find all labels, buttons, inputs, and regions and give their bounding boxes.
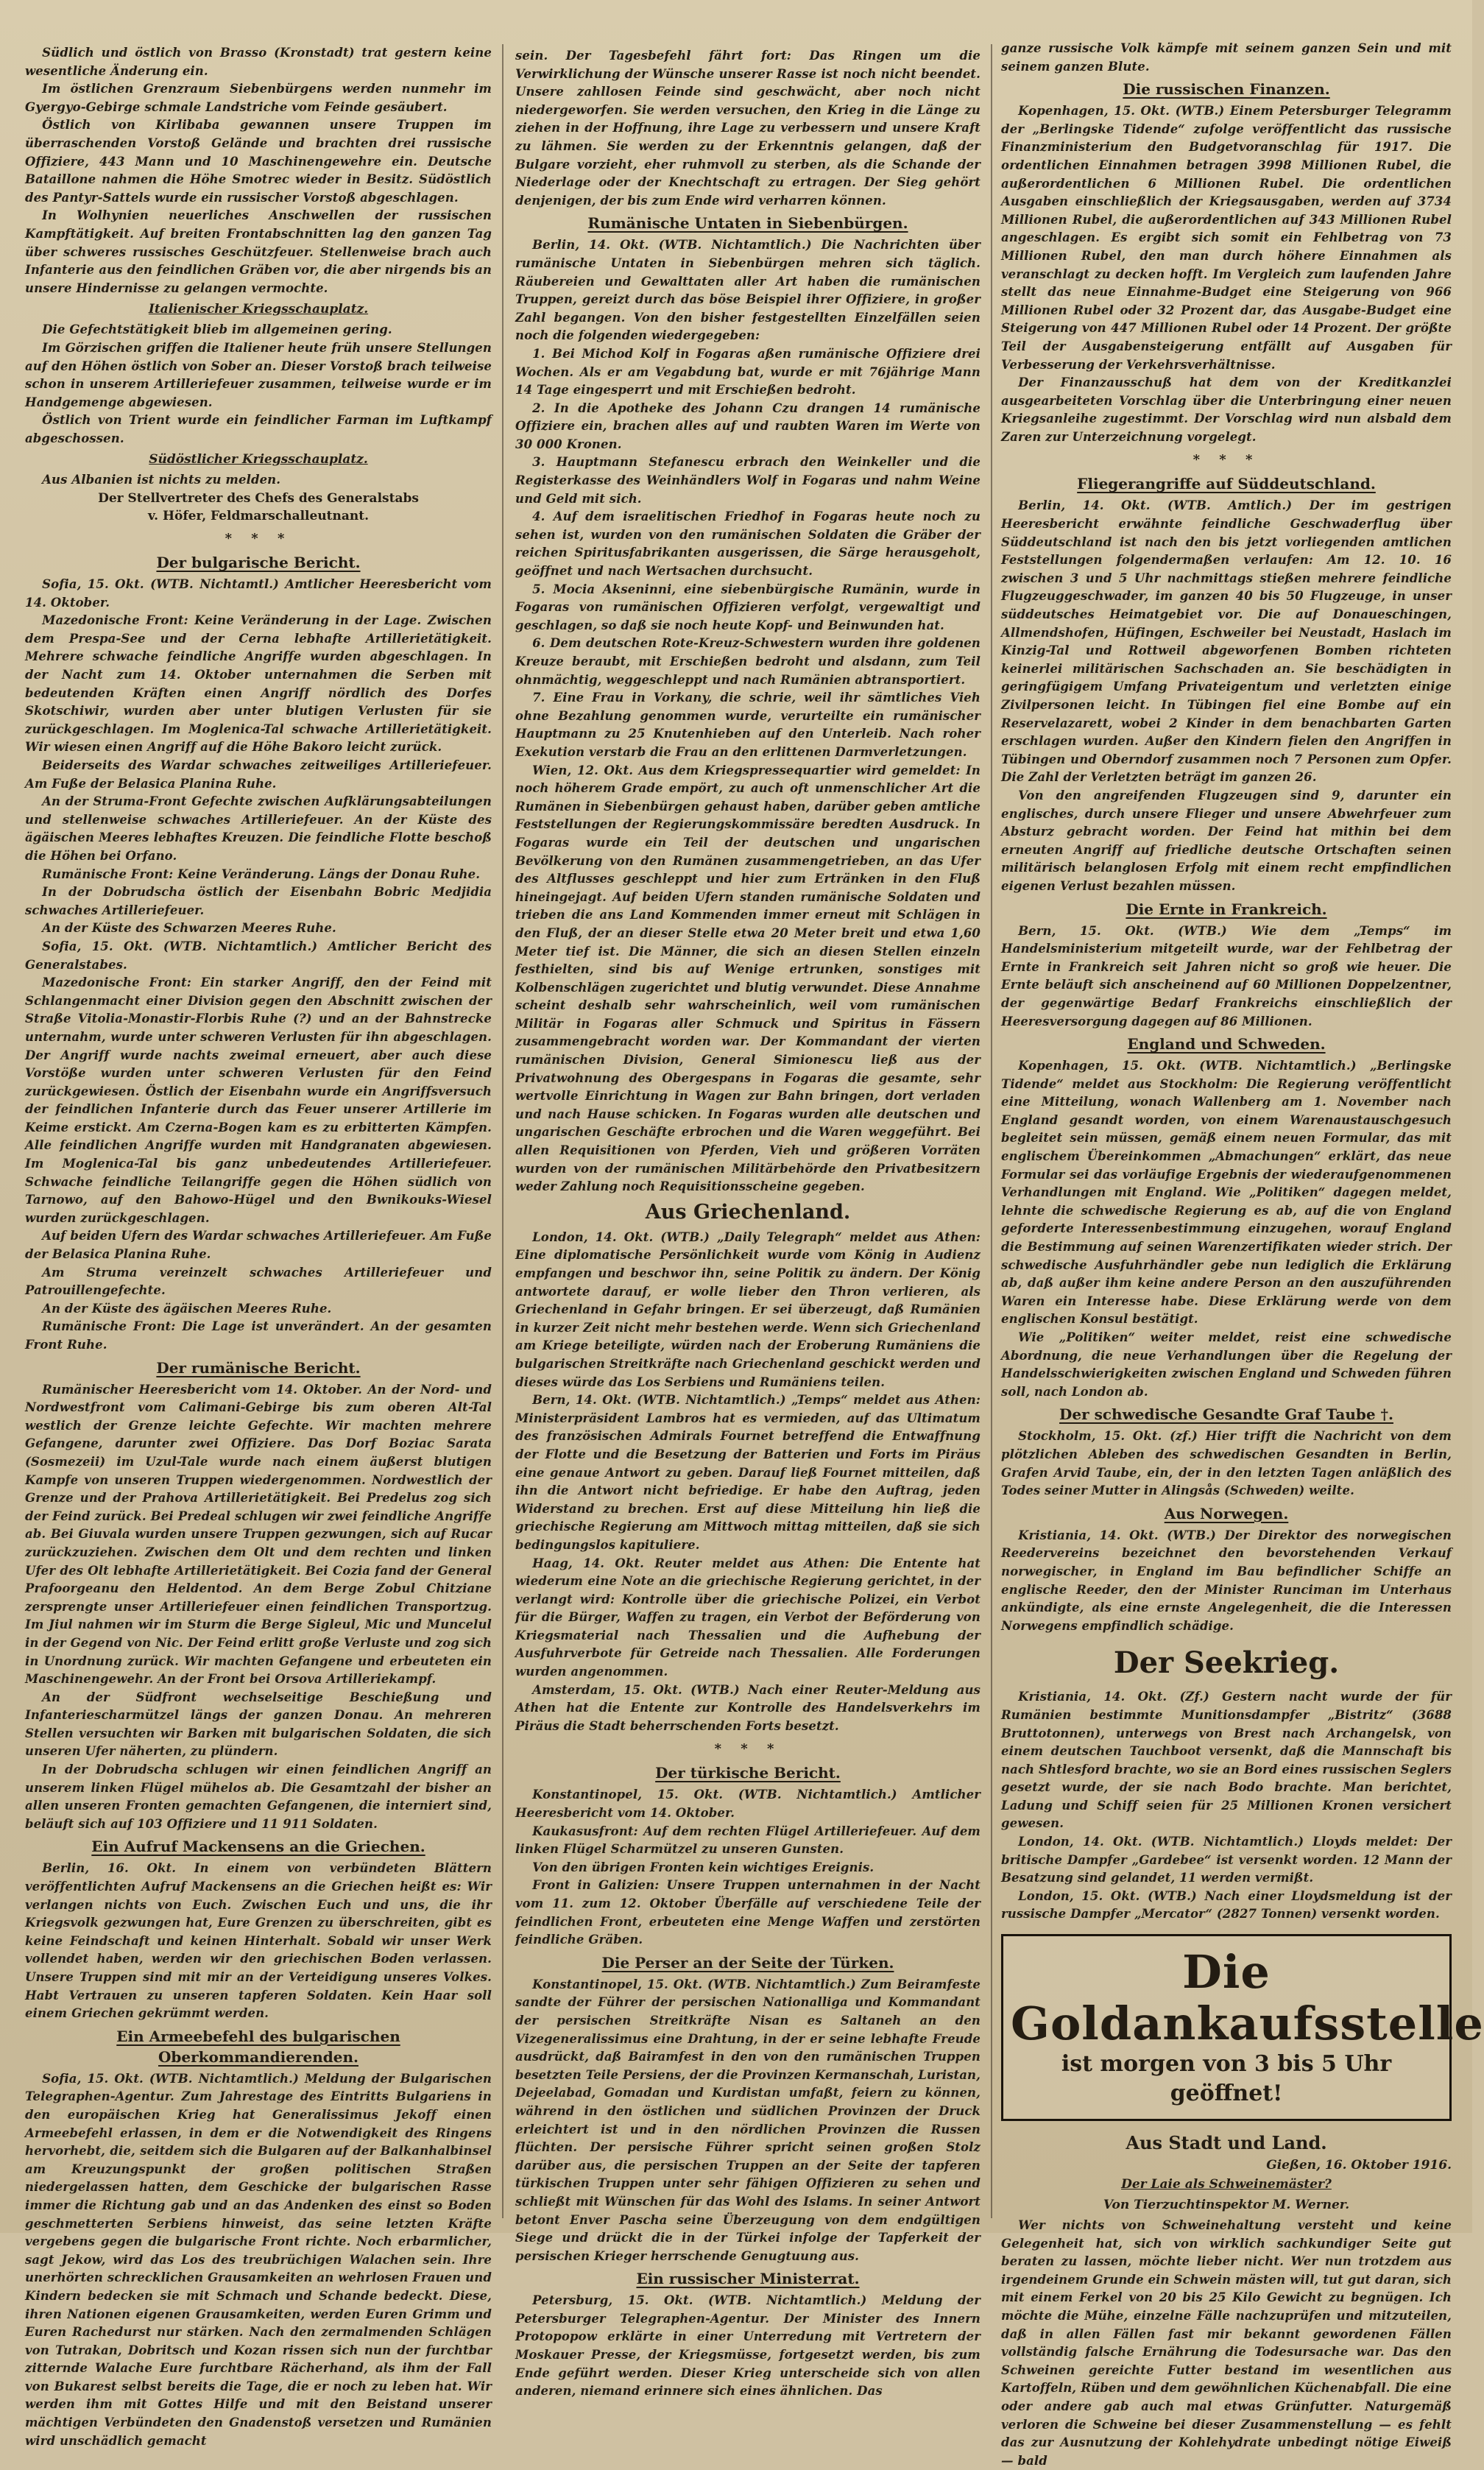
paragraph: 5. Mocia Akseninni, eine siebenbürgische Rumänin, wurde in Fogaras von rumänischen Offizieren verfolgt, vergewaltigt und geschlagen, so daß sie noch heute Kopf- und Beinwunden hat.: [515, 582, 981, 632]
paragraph: sein. Der Tagesbefehl fährt fort: Das Ringen um die Verwirklichung der Wünsche unserer Rasse ist noch nicht beendet. Unsere zahllosen Feinde sind geschwächt, aber noch nicht niedergeworfen. Sie werden versuchen, den Krieg in die Länge zu ziehen in der Hoffnung, ihre Lage zu verbessern und unsere Kraft zu lähmen. Sie werden zu der Erkenntnis gelangen, daß der Bulgare vorzieht, eher ruhmvoll zu sterben, als die Schande der Niederlage oder der Knechtschaft zu ertragen. Der Sieg gehört denjenigen, der bis zum Ende wird verharren können.: [515, 49, 981, 208]
paragraph: Südlich und östlich von Brasso (Kronstadt) trat gestern keine wesentliche Änderung ein.: [25, 46, 492, 78]
advertisement-box: [1001, 1934, 1484, 2121]
paragraph: Östlich von Trient wurde ein feindlicher Farman im Luftkampf abgeschossen.: [25, 413, 492, 445]
paragraph: Konstantinopel, 15. Okt. (WTB. Nichtamtlich.) Amtlicher Heeresbericht vom 14. Oktober.: [515, 1788, 981, 1821]
paragraph: London, 14. Okt. (WTB.) „Daily Telegraph“ meldet aus Athen: Eine diplomatische Persönlichkeit wurde vom König in Audienz empfangen und beschwor ihn, seine Politik zu ändern. Der König antwortete darauf, er wolle lieber den Thron verlieren, als Griechenland in Gefahr bringen. Er sei überzeugt, daß Rumänien in kurzer Zeit nicht mehr bestehen werde. Wenn sich Griechenland am Kriege beteiligte, würden nach der Eroberung Rumäniens die bulgarischen Streitkräfte nach Griechenland geschickt werden und dieses würde das Los Serbiens und Rumäniens teilen.: [515, 1229, 981, 1389]
paragraph: Haag, 14. Okt. Reuter meldet aus Athen: Die Entente hat wiederum eine Note an die griechische Regierung gerichtet, in der verlangt wird: Kontrolle über die griechische Polizei, ein Verbot für die Bürger, Waffen zu tragen, ein Verbot der Beförderung von Kriegsmaterial nach Thessalien und die Aufhebung der Ausfuhrverbote für Getreide nach Thessalien. Alle Forderungen wurden angenommen.: [515, 1556, 981, 1679]
dateline: Gießen, 16. Oktober 1916.: [1266, 2158, 1452, 2173]
column-3: [1001, 40, 1484, 2468]
paragraph: 4. Auf dem israelitischen Friedhof in Fogaras heute noch zu sehen ist, wurden von den rumänischen Soldaten die Gräber der reichen Spiritusfabrikanten ausgerissen, die Särge herausgeholt, geöffnet und nach Wertsachen durchsucht.: [515, 509, 981, 579]
column-2: [515, 47, 981, 2399]
paragraph: Im Görzischen griffen die Italiener heute früh unsere Stellungen auf den Höhen östlich von Sober an. Dieser Vorstoß brach teilweise schon in unserem Artilleriefeuer zusammen, teilweise wurde er im Handgemenge abgewiesen.: [25, 340, 492, 409]
paragraph: Berlin, 16. Okt. In einem von verbündeten Blättern veröffentlichten Aufruf Mackensens an die Griechen heißt es: Wir verlangen nichts von Euch. Zwischen Euch und uns, die ihr Kriegsvolk gezwungen hat, Eure Grenzen zu überschreiten, gibt es keine Feindschaft und keinen Hinterhalt. Sobald wir unser Werk vollendet haben, werden wir den griechischen Boden verlassen. Unsere Truppen sind mit mir an der Verteidigung unseres Volkes. Habt Vertrauen zu unseren tapferen Soldaten. Kein Haar soll einem Griechen gekrümmt werden.: [25, 1861, 492, 2021]
section-separator: * * *: [1192, 452, 1260, 468]
advertisement-subtitle: ist morgen von 3 bis 5 Uhr geöffnet!: [1061, 2051, 1392, 2107]
paragraph: Rumänischer Heeresbericht vom 14. Oktober. An der Nord- und Nordwestfront vom Calimani-Gebirge bis zum oberen Alt-Tal westlich der Grenze leichte Gefechte. Wir machten mehrere Gefangene, darunter zwei Offiziere. Das Dorf Boziac Sarata (Sosmezeii) im Uzul-Tale wurde nach einem äußerst blutigen Kampfe von unseren Truppen wiedergenommen. Nordwestlich der Grenze und der Prahova Artillerietätigkeit. Bei Predelus zog sich der Feind zurück. Bei Predeal schlugen wir zwei feindliche Angriffe ab. Bei Giuvala wurden unsere Truppen gezwungen, sich auf Rucar zurückzuziehen. Zwischen dem Olt und dem rechten und linken Ufer des Olt lebhafte Artillerietätigkeit. Bei Cozia fand der General Prafoorgeanu den Heldentod. An dem Berge Zobul Chitziane zersprengte unser Artilleriefeuer einen feindlichen Transportzug. Im Jiul nahmen wir im Sturm die Berge Sigleul, Mic und Muncelul in der Gegend von Nic. Der Feind erlitt große Verluste und zog sich in Unordnung zurück. Wir machten Gefangene und erbeuteten ein Maschinengewehr. An der Front bei Orsova Artilleriekampf.: [25, 1382, 492, 1687]
paragraph: 2. In die Apotheke des Johann Czu drangen 14 rumänische Offiziere ein, brachen alles auf und raubten Waren im Werte von 30 000 Kronen.: [515, 401, 981, 451]
article-headline: Die russischen Finanzen.: [1123, 80, 1330, 99]
article-headline: Der Seekrieg.: [1113, 1645, 1340, 1681]
article-headline: Ein russischer Ministerrat.: [636, 2270, 860, 2288]
paragraph: Wie „Politiken“ weiter meldet, reist eine schwedische Abordnung, die neue Verhandlungen über die Regelung der Handelsschwierigkeiten zwischen England und Schweden führen soll, nach London ab.: [1001, 1330, 1452, 1399]
paragraph: Kopenhagen, 15. Okt. (WTB. Nichtamtlich.) „Berlingske Tidende“ meldet aus Stockholm: Die Regierung veröffentlicht eine Mitteilung, wonach Wallenberg am 1. November nach England gesandt worden, von einem Warenaustauschgesuch begleitet sein müssen, gemäß einem neuen Formular, das mit englischem Übereinkommen „Abmachungen“ erklärt, das neue Formular sei das vorläufige Ergebnis der wiederaufgenommenen Verhandlungen mit England. Wie „Politiken“ dagegen meldet, lehnte die schwedische Regierung es ab, auf die von England geforderte Interessenbestimmung einzugehen, worauf England die Bestimmung auf seinen Warenzertifikaten wieder strich. Der schwedische Ausfuhrhändler gebe nun lediglich die Erklärung ab, daß außer ihm keine andere Person an den auszuführenden Waren ein Interesse habe. Diese Erklärung werde von dem englischen Konsul bestätigt.: [1001, 1059, 1452, 1327]
article-headline: Der Laie als Schweinemäster?: [1121, 2177, 1332, 2192]
paragraph: Berlin, 14. Okt. (WTB. Amtlich.) Der im gestrigen Heeresbericht erwähnte feindliche Geschwaderflug über Süddeutschland ist nach den bis jetzt vorliegenden amtlichen Feststellungen folgendermaßen verlaufen: Am 12. 10. 16 zwischen 3 und 5 Uhr nachmittags stießen mehrere feindliche Flugzeuggeschwader, im ganzen 40 bis 50 Flugzeuge, in unser süddeutsches Heimatgebiet vor. Die auf Donaueschingen, Allmendshofen, Hüfingen, Eschweiler bei Neustadt, Haslach im Kinzig-Tal und Rottweil abgeworfenen Bomben richteten keinerlei militärischen Sachschaden an. Sie beschädigten in geringfügigem Umfang Privateigentum und verletzten einige Zivilpersonen leicht. In Tübingen fiel eine Bombe auf ein Reservelazarett, wobei 2 Kinder in dem benachbarten Garten erschlagen wurden. Außer den Kindern fielen den Angriffen in Tübingen und Oberndorf zusammen noch 7 Personen zum Opfer. Die Zahl der Verletzten beträgt im ganzen 26.: [1001, 498, 1452, 785]
paragraph: 6. Dem deutschen Rote-Kreuz-Schwestern wurden ihre goldenen Kreuze beraubt, mit Erschießen bedroht und alsdann, zum Teil ohnmächtig, weggeschleppt und nach Rumänien abtransportiert.: [515, 636, 981, 687]
paragraph: Rumänische Front: Die Lage ist unverändert. An der gesamten Front Ruhe.: [25, 1319, 492, 1352]
paragraph: Bern, 15. Okt. (WTB.) Wie dem „Temps“ im Handelsministerium mitgeteilt wurde, war der Fehlbetrag der Ernte in Frankreich seit Jahren nicht so groß wie heuer. Die Ernte beläuft sich anscheinend auf 60 Millionen Doppelzentner, der gegenwärtige Bedarf Frankreichs einschließlich der Heeresversorgung dagegen auf 86 Millionen.: [1001, 923, 1452, 1028]
paragraph: Wer nichts von Schweinehaltung versteht und keine Gelegenheit hat, sich von wirklich sachkundiger Seite gut beraten zu lassen, möchte lieber nicht. Wer nun trotzdem aus irgendeinem Grunde ein Schwein mästen will, tut gut daran, sich mit einem Ferkel von 20 bis 25 Kilo Gewicht zu begnügen. Ich möchte die Mühe, einzelne Fälle nachzuprüfen und mitzuteilen, daß in allen Fällen fast mir bekannt gewordenen Fällen vollständig falsche Ernährung die Todesursache war. Das den Schweinen gereichte Futter bestand im wesentlichen aus Kartoffeln, Rüben und dem gewöhnlichen Küchenabfall. Die eine oder andere gab auch mal etwas Grünfutter. Naturgemäß verloren die Schweine bei dieser Zusammenstellung — es fehlt das zur Ausnutzung der Kohlehydrate unbedingt nötige Eiweiß — bald: [1001, 2218, 1452, 2468]
paragraph: An der Küste des ägäischen Meeres Ruhe.: [42, 1301, 332, 1316]
paragraph: Sofia, 15. Okt. (WTB. Nichtamtl.) Amtlicher Heeresbericht vom 14. Oktober.: [25, 577, 492, 610]
section-heading: Südöstlicher Kriegsschauplatz.: [149, 452, 368, 467]
article-headline: Die Ernte in Frankreich.: [1126, 900, 1327, 918]
article-headline: Ein Aufruf Mackensens an die Griechen.: [91, 1838, 425, 1856]
article-headline: Rumänische Untaten in Siebenbürgen.: [587, 214, 908, 233]
paragraph: Rumänische Front: Keine Veränderung. Längs der Donau Ruhe.: [42, 867, 481, 881]
paragraph: Front in Galizien: Unsere Truppen unternahmen in der Nacht vom 11. zum 12. Oktober Überfälle auf verschiedene Teile der feindlichen Front, erbeuteten eine Menge Waffen und zerstörten feindliche Gräben.: [515, 1878, 981, 1947]
article-headline: Der bulgarische Bericht.: [156, 554, 361, 572]
advertisement-title: Die Goldankaufsstelle: [1011, 1945, 1484, 2051]
section-heading: Italienischer Kriegsschauplatz.: [148, 302, 369, 317]
paragraph: Von den übrigen Fronten kein wichtiges Ereignis.: [532, 1860, 875, 1874]
paragraph: Amsterdam, 15. Okt. (WTB.) Nach einer Reuter-Meldung aus Athen hat die Entente zur Kontrolle des Handelsverkehrs im Piräus die Stadt beherrschenden Forts besetzt.: [515, 1682, 981, 1733]
paragraph: Berlin, 14. Okt. (WTB. Nichtamtlich.) Die Nachrichten über rumänische Untaten in Siebenbürgen mehren sich täglich. Räubereien und Gewalttaten aller Art haben die rumänischen Truppen, gereizt durch das böse Beispiel ihrer Offiziere, in großer Zahl begangen. Von den bisher festgestellten Einzelfällen seien noch die folgenden wiedergegeben:: [515, 238, 981, 343]
paragraph: Von den angreifenden Flugzeugen sind 9, darunter ein englisches, durch unsere Flieger und unsere Abwehrfeuer zum Absturz gebracht worden. Der Feind hat mithin bei dem erneuten Angriff auf friedliche deutsche Ortschaften seinen militärisch belanglosen Erfolg mit einem recht empfindlichen eigenen Verlust bezahlen müssen.: [1001, 788, 1452, 893]
paragraph: An der Struma-Front Gefechte zwischen Aufklärungsabteilungen und stellenweise schwaches Artilleriefeuer. An der Küste des ägäischen Meeres lebhaftes Kreuzen. Die feindliche Flotte beschoß die Höhen bei Orfano.: [25, 794, 492, 863]
paragraph: Die Gefechtstätigkeit blieb im allgemeinen gering.: [42, 322, 392, 337]
paragraph: Der Finanzausschuß hat dem von der Kreditkanzlei ausgearbeiteten Vorschlag über die Unterbringung einer neuen Kriegsanleihe zugestimmt. Der Vorschlag wird nun alsbald dem Zaren zur Unterzeichnung vorgelegt.: [1001, 375, 1452, 444]
paragraph: Mazedonische Front: Keine Veränderung in der Lage. Zwischen dem Prespa-See und der Cerna lebhafte Artillerietätigkeit. Mehrere schwache feindliche Angriffe wurden abgeschlagen. In der Nacht zum 14. Oktober unternahmen die Serben mit bedeutenden Kräften einen Angriff nördlich des Dorfes Skotschiwir, wurden aber unter blutigen Verlusten für sie zurückgeschlagen. Im Moglenica-Tal schwache Artillerietätigkeit. Wir wiesen einen Angriff auf die Höhe Bakoro leicht zurück.: [25, 613, 492, 755]
article-headline: Ein Armeebefehl des bulgarischen Oberkommandierenden.: [116, 2027, 400, 2066]
paragraph: In Wolhynien neuerliches Anschwellen der russischen Kampftätigkeit. Auf breiten Frontabschnitten lag den ganzen Tag über schweres russisches Geschützfeuer. Stellenweise brach auch Infanterie aus den feindlichen Gräben vor, die aber nirgends bis an unsere Hindernisse zu gelangen vermochte.: [25, 208, 492, 295]
paragraph: Auf beiden Ufern des Wardar schwaches Artilleriefeuer. Am Fuße der Belasica Planina Ruhe.: [25, 1229, 492, 1262]
section-separator: * * *: [225, 531, 292, 547]
paragraph: Östlich von Kirlibaba gewannen unsere Truppen im überraschenden Vorstoß Gelände und brachten drei russische Offiziere, 443 Mann und 10 Maschinengewehre ein. Deutsche Bataillone nahmen die Höhe Smotrec wieder in Besitz. Südöstlich des Pantyr-Sattels wurde ein russischer Vorstoß abgeschlagen.: [25, 118, 492, 205]
paragraph: Kristiania, 14. Okt. (WTB.) Der Direktor des norwegischen Reedervereins bezeichnet den bevorstehenden Verkauf norwegischer, in England im Bau befindlicher Schiffe an englische Reeder, den der Minister Runciman im Unterhaus ankündigte, als eine ernste Angelegenheit, die die Interessen Norwegens empfindlich schädige.: [1001, 1528, 1452, 1633]
article-headline: Die Perser an der Seite der Türken.: [601, 1953, 894, 1972]
byline: Von Tierzuchtinspektor M. Werner.: [1103, 2198, 1350, 2213]
article-headline: Fliegerangriffe auf Süddeutschland.: [1077, 475, 1376, 493]
paragraph: Beiderseits des Wardar schwaches zeitweiliges Artilleriefeuer. Am Fuße der Belasica Planina Ruhe.: [25, 758, 492, 791]
paragraph: An der Küste des Schwarzen Meeres Ruhe.: [42, 921, 336, 936]
paragraph: In der Dobrudscha schlugen wir einen feindlichen Angriff an unserem linken Flügel mühelos ab. Die Gesamtzahl der bisher an allen unseren Fronten gemachten Gefangenen, die interniert sind, beläuft sich auf 103 Offiziere und 11 911 Soldaten.: [25, 1762, 492, 1831]
section-separator: * * *: [714, 1741, 782, 1757]
paragraph: 3. Hauptmann Stefanescu erbrach den Weinkeller und die Registerkasse des Weinhändlers Wolf in Fogaras und nahm Weine und Geld mit sich.: [515, 455, 981, 506]
article-headline: Aus Norwegen.: [1164, 1504, 1289, 1522]
paragraph: Im östlichen Grenzraum Siebenbürgens werden nunmehr im Gyergyo-Gebirge schmale Landstriche vom Feinde gesäubert.: [25, 82, 492, 114]
paragraph: 7. Eine Frau in Vorkany, die schrie, weil ihr sämtliches Vieh ohne Bezahlung genommen wurde, verurteilte ein rumänischer Hauptmann zu 25 Knutenhieben auf den Unterleib. Nach roher Exekution verstarb die Frau an den erlittenen Darmverletzungen.: [515, 691, 981, 759]
paragraph: Sofia, 15. Okt. (WTB. Nichtamtlich.) Amtlicher Bericht des Generalstabes.: [25, 939, 492, 972]
article-headline: Der schwedische Gesandte Graf Taube †.: [1059, 1405, 1393, 1424]
paragraph: Stockholm, 15. Okt. (zf.) Hier trifft die Nachricht von dem plötzlichen Ableben des schwedischen Gesandten in Berlin, Grafen Arvid Taube, ein, der in den letzten Tagen anläßlich des Todes seiner Mutter in Alingsås (Schweden) weilte.: [1001, 1429, 1452, 1498]
column-rule: [991, 44, 992, 2218]
paragraph: Kristiania, 14. Okt. (Zf.) Gestern nacht wurde der für Rumänien bestimmte Munitionsdampfer „Bistritz“ (3688 Bruttotonnen), unterwegs von Brest nach Archangelsk, von einem deutschen Tauchboot versenkt, daß die Mannschaft bis nach Shtlesford brachte, wo sie an Bord eines russischen Seglers gesetzt wurde, der sie nach Bodo brachte. Man berichtet, Ladung und Schiff seien für 25 Millionen Kronen versichert gewesen.: [1001, 1690, 1452, 1831]
article-headline: Der türkische Bericht.: [655, 1764, 841, 1782]
article-headline: Der rumänische Bericht.: [156, 1358, 361, 1377]
article-headline: England und Schweden.: [1127, 1035, 1326, 1054]
paragraph: London, 15. Okt. (WTB.) Nach einer Lloydsmeldung ist der russische Dampfer „Mercator“ (2827 Tonnen) versenkt worden.: [1001, 1888, 1452, 1922]
column-1: [25, 44, 492, 2448]
paragraph: Aus Albanien ist nichts zu melden.: [42, 473, 281, 487]
signature-line: Der Stellvertreter des Chefs des Generalstabs: [98, 491, 419, 507]
paragraph: Konstantinopel, 15. Okt. (WTB. Nichtamtlich.) Zum Beiramfeste sandte der Führer der persischen Nationalliga und Kommandant der persischen Streitkräfte Nisan es Saltaneh an den Vizegeneralissimus eine Drahtung, in der er seine lebhafte Freude ausdrückt, daß Bairamfest in den von den rumänischen Truppen besetzten Teile Persiens, der die Provinzen Kermanschah, Luristan, Dejeelabad, Gomadan und Kurdistan umfaßt, feiern zu können, während in den östlichen und südlichen Provinzen der Druck erleichtert ist und in den nördlichen Provinzen die Russen flüchten. Der persische Führer spricht seinen großen Stolz darüber aus, die persischen Truppen an der Seite der tapferen türkischen Truppen unter sehr fähigen Offizieren zu sehen und schließt mit Wünschen für das Wohl des Islams. In seiner Antwort betont Enver Pascha seine Überzeugung von dem endgültigen Siege und drückt die in der Türkei infolge der Tapferkeit der persischen Krieger herrschende Genugtuung aus.: [515, 1977, 981, 2263]
paragraph: Sofia, 15. Okt. (WTB. Nichtamtlich.) Meldung der Bulgarischen Telegraphen-Agentur. Zum Jahrestage des Eintritts Bulgariens in den europäischen Krieg hat Generalissimus Jekoff einen Armeebefehl erlassen, in dem er die Notwendigkeit des Ringens hervorhebt, die, seitdem sich die Bulgaren auf der Balkanhalbinsel am Kreuzungspunkt der großen politischen Straßen niedergelassen hatten, dem Geschicke der bulgarischen Rasse immer die Richtung gab und an das Andenken des einst so Boden geschmetterten Serbiens hinweist, das seine letzten Kräfte vergebens gegen die bulgarische Front richte. Noch erbarmlicher, sagt Jekow, wird das Los des treubrüchigen Walachen sein. Ihre unerhörten schrecklichen Grausamkeiten an wehrlosen Frauen und Kindern bedecken sie mit Schmach und Schande bedeckt. Diese, ihren Nationen eigenen Grausamkeiten, werden Euren Grimm und Euren Rachedurst nur stärken. Nach den zermalmenden Schlägen von Tutrakan, Dobritsch und Kozan rissen sich nun der furchtbar zitternde Walache Eure furchtbare Rächerhand, als ihm der Fall von Bukarest selbst bereits die Tage, die er noch zu leben hat. Wir werden ihm mit Gottes Hilfe und mit den Beistand unserer mächtigen Verbündeten den Gnadenstoß versetzen und Rumänien wird unschädlich gemacht: [25, 2071, 492, 2448]
paragraph: Kopenhagen, 15. Okt. (WTB.) Einem Petersburger Telegramm der „Berlingske Tidende“ zufolge veröffentlicht das russische Finanzministerium den Budgetvoranschlag für 1917. Die ordentlichen Einnahmen betragen 3998 Millionen Rubel, die außerordentlichen 6 Millionen Rubel. Die ordentlichen Ausgaben einschließlich der Kriegsausgaben, werden auf 3734 Millionen Rubel, die außerordentlichen auf 343 Millionen Rubel angeschlagen. Es ergibt sich somit ein Fehlbetrag von 73 Millionen Rubel, den man durch höhere Einnahmen als veranschlagt zu decken hofft. Im Vergleich zum laufenden Jahre stellt das neue Einnahme-Budget eine Steigerung von 966 Millionen Rubel oder 32 Prozent dar, das Ausgabe-Budget eine Steigerung von 447 Millionen Rubel oder 14 Prozent. Der größte Teil der Ausgabensteigerung entfällt auf Ausgaben für Verbesserung der Verkehrsverhältnisse.: [1001, 104, 1452, 372]
paragraph: Kaukasusfront: Auf dem rechten Flügel Artilleriefeuer. Auf dem linken Flügel Scharmützel zu unseren Gunsten.: [515, 1824, 981, 1857]
paragraph: An der Südfront wechselseitige Beschießung und Infanteriescharmützel längs der ganzen Donau. An mehreren Stellen versuchten wir Barken mit bulgarischen Soldaten, die sich unseren Ufer näherten, zu plündern.: [25, 1690, 492, 1759]
paragraph: Petersburg, 15. Okt. (WTB. Nichtamtlich.) Meldung der Petersburger Telegraphen-Agentur. Der Minister des Innern Protopopow erklärte in einer Unterredung mit Vertretern der Moskauer Presse, der Kriegsmüsse, fortgesetzt werden, bis zum Ende geführt werden. Dieser Krieg unterscheide sich von allen anderen, niemand erinnere sich eines ähnlichen. Das: [515, 2293, 981, 2399]
paragraph: London, 14. Okt. (WTB. Nichtamtlich.) Lloyds meldet: Der britische Dampfer „Gardebee“ ist versenkt worden. 12 Mann der Besatzung sind gelandet, 11 werden vermißt.: [1001, 1835, 1452, 1885]
paragraph: ganze russische Volk kämpfe mit seinem ganzen Sein und mit seinem ganzen Blute.: [1001, 41, 1452, 74]
paragraph: Wien, 12. Okt. Aus dem Kriegspressequartier wird gemeldet: In noch höherem Grade empört, zu auch oft unmenschlicher Art die Rumänen in Siebenbürgen gehaust haben, darüber geben amtliche Feststellungen der Regierungskommissäre beredten Ausdruck. In Fogaras wurde ein Teil der deutschen und ungarischen Bevölkerung von den Rumänen zusammengetrieben, an das Ufer des Altflusses geschleppt und hier zum Ertränken in den Fluß hineingejagt. Auf beiden Ufern standen rumänische Soldaten und trieben die ans Land Kommenden immer erneut mit Schlägen in den Fluß, der an dieser Stelle etwa 20 Meter breit und etwa 1,60 Meter tief ist. Die Männer, die sich an diesen Stellen einzeln festhielten, sind bis auf Wenige ertrunken, sonstiges mit Kolbenschlägen zugerichtet und blutig verwundet. Diese Annahme scheint deshalb sehr wahrscheinlich, weil vom rumänischen Militär in Fogaras aller Schmuck und Spiritus in Fässern zusammengebracht worden war. Der Kommandant der vierten rumänischen Division, General Simionescu ließ aus der Privatwohnung des Obergespans in Fogaras die gesamte, sehr wertvolle Einrichtung in Wagen zur Bahn bringen, dort verladen und nach Hause schicken. In Fogaras wurden alle deutschen und ungarischen Geschäfte erbrochen und die Waren weggeführt. Bei allen Requisitionen von Pferden, Vieh und größeren Vorräten wurden von der rumänischen Militärbehörde den Privatbesitzern weder Zahlung noch Requisitionsscheine gegeben.: [515, 763, 981, 1194]
paragraph: Bern, 14. Okt. (WTB. Nichtamtlich.) „Temps“ meldet aus Athen: Ministerpräsident Lambros hat es vermieden, auf das Ultimatum des französischen Admirals Fournet betreffend die Entwaffnung der Flotte und die Besetzung der Batterien und Forts im Piräus eine genaue Antwort zu geben. Darauf ließ Fournet mitteilen, daß ihn die Antwort nicht befriedige. Er habe den Auftrag, jeden Widerstand zu brechen. Erst auf diese Mitteilung hin ließ die griechische Regierung am Mittwoch mittag mitteilen, daß sie sich bedingungslos kapituliere.: [515, 1393, 981, 1552]
article-headline: Aus Griechenland.: [645, 1200, 851, 1224]
paragraph: In der Dobrudscha östlich der Eisenbahn Bobric Medjidia schwaches Artilleriefeuer.: [25, 885, 492, 917]
paragraph: 1. Bei Michod Kolf in Fogaras aßen rumänische Offiziere drei Wochen. Als er am Vegabdung bat, wurde er mit 76jährige Mann 14 Tage eingesperrt und mit Erschießen bedroht.: [515, 346, 981, 398]
signature-line: v. Höfer, Feldmarschalleutnant.: [147, 509, 370, 524]
section-headline: Aus Stadt und Land.: [1126, 2132, 1327, 2154]
column-rule: [502, 44, 504, 2218]
paragraph: Mazedonische Front: Ein starker Angriff, den der Feind mit Schlangenmacht einer Division gegen den Abschnitt zwischen der Straße Vitolia-Monastir-Florbis Ruhe (?) und an der Bahnstrecke unternahm, wurde unter schweren Verlusten für ihn abgeschlagen. Der Angriff wurde nachts zweimal erneuert, aber auch diese Vorstöße wurden unter schweren Verlusten für den Feind zurückgewiesen. Östlich der Eisenbahn wurde ein Angriffsversuch der feindlichen Infanterie durch das Feuer unserer Artillerie im Keime erstickt. Am Czerna-Bogen kam es zu erbitterten Kämpfen. Alle feindlichen Angriffe wurden mit Handgranaten abgewiesen. Im Moglenica-Tal bis ganz unbedeutendes Artilleriefeuer. Schwache feindliche Teilangriffe gegen die Höhen südlich von Tarnowo, auf den Bahowo-Hügel und den Bwnikouks-Wiesel wurden zurückgeschlagen.: [25, 975, 492, 1225]
paragraph: Am Struma vereinzelt schwaches Artilleriefeuer und Patrouillengefechte.: [25, 1265, 492, 1298]
